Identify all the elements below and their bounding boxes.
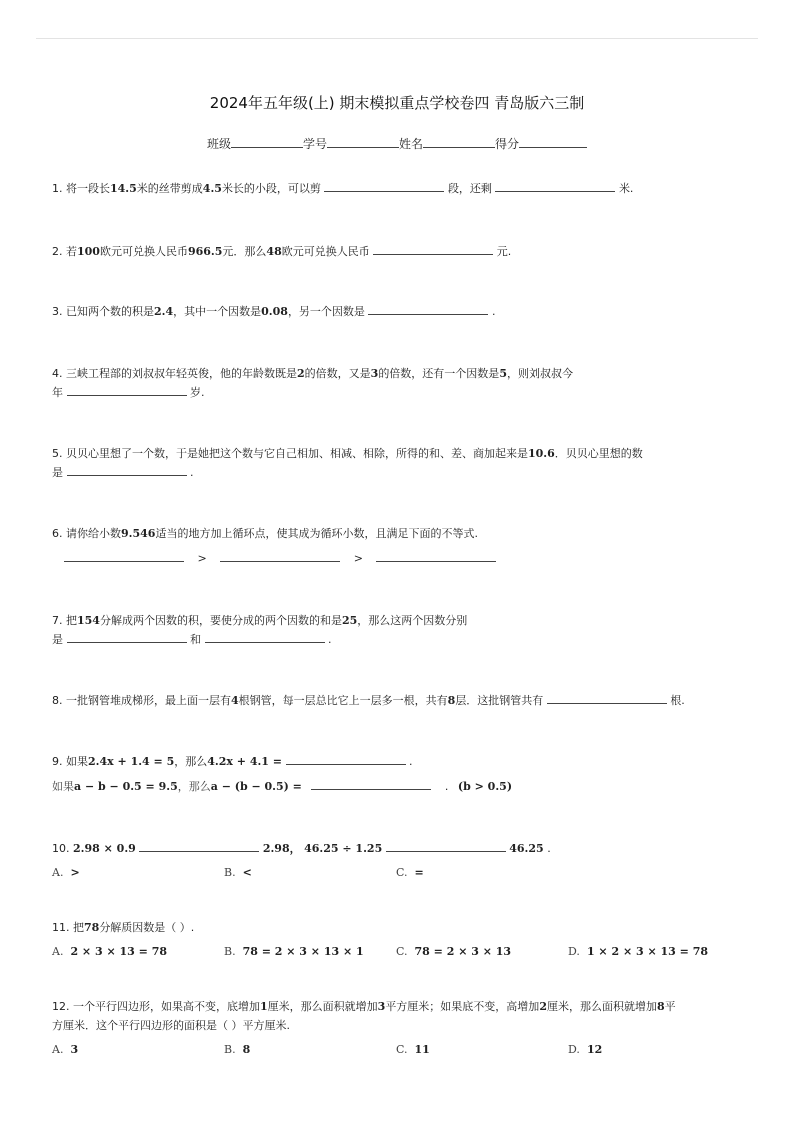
question-7-line-2: 是 和 .	[52, 633, 332, 646]
answer-blank[interactable]	[139, 841, 259, 852]
student-id-label: 学号	[302, 137, 327, 151]
page-title: 2024年五年级(上) 期末模拟重点学校卷四 青岛版六三制	[209, 94, 585, 112]
answer-blank[interactable]	[386, 841, 506, 852]
question-6: 6. 请你给小数9.546适当的地方加上循环点，使其成为循环小数，且满足下面的不等式.	[52, 527, 478, 540]
answer-blank[interactable]	[373, 244, 493, 255]
question-5: 5. 贝贝心里想了一个数，于是她把这个数与它自己相加、相减、相除，所得的和、差、商加起来是10.6．贝贝心里想的数	[52, 447, 643, 460]
question-9-line-2: 如果a − b − 0.5 = 9.5，那么a − (b − 0.5) = . (b > 0.5)	[52, 780, 513, 793]
class-label: 班级	[206, 137, 231, 151]
answer-blank[interactable]	[311, 779, 431, 790]
answer-blank[interactable]	[67, 465, 187, 476]
option-c[interactable]: C. 78 = 2 × 3 × 13	[396, 945, 512, 958]
top-rule	[36, 38, 758, 39]
answer-blank[interactable]	[286, 754, 406, 765]
question-12-line-2: 方厘米．这个平行四边形的面积是（ ）平方厘米.	[52, 1019, 290, 1032]
answer-blank[interactable]	[368, 304, 488, 315]
option-d[interactable]: D. 12	[568, 1043, 603, 1056]
option-b[interactable]: B. <	[224, 866, 252, 879]
score-label: 得分	[495, 137, 520, 151]
name-label: 姓名	[399, 137, 424, 151]
question-8: 8. 一批钢管堆成梯形，最上面一层有4根钢管，每一层总比它上一层多一根，共有8层．这批钢管共有 根.	[52, 694, 685, 707]
score-blank[interactable]	[519, 137, 587, 148]
student-info-row	[0, 135, 794, 152]
question-6-inequality: > >	[64, 551, 496, 565]
class-blank[interactable]	[231, 137, 303, 148]
option-d[interactable]: D. 1 × 2 × 3 × 13 = 78	[568, 945, 709, 958]
name-blank[interactable]	[423, 137, 495, 148]
option-c[interactable]: C. 11	[396, 1043, 430, 1056]
answer-blank[interactable]	[220, 551, 340, 562]
option-b[interactable]: B. 78 = 2 × 3 × 13 × 1	[224, 945, 364, 958]
answer-blank[interactable]	[64, 551, 184, 562]
answer-blank[interactable]	[67, 385, 187, 396]
question-5-line-2: 是 .	[52, 466, 194, 479]
student-id-blank[interactable]	[327, 137, 399, 148]
question-1: 1. 将一段长14.5米的丝带剪成4.5米长的小段，可以剪 段，还剩 米.	[52, 182, 634, 195]
answer-blank[interactable]	[67, 632, 187, 643]
option-a[interactable]: A. >	[52, 866, 80, 879]
option-b[interactable]: B. 8	[224, 1043, 251, 1056]
question-12: 12. 一个平行四边形，如果高不变，底增加1厘米，那么面积就增加3平方厘米；如果底不变，高增加2厘米，那么面积就增加8平	[52, 1000, 676, 1013]
question-4-line-2: 年 岁.	[52, 386, 205, 399]
question-10: 10. 2.98 × 0.9 2.98， 46.25 ÷ 1.25 46.25 .	[52, 842, 551, 855]
option-c[interactable]: C. =	[396, 866, 424, 879]
question-11: 11. 把78分解质因数是（ ）.	[52, 921, 195, 934]
question-7: 7. 把154分解成两个因数的积，要使分成的两个因数的和是25，那么这两个因数分别	[52, 614, 468, 627]
answer-blank[interactable]	[495, 181, 615, 192]
answer-blank[interactable]	[376, 551, 496, 562]
answer-blank[interactable]	[324, 181, 444, 192]
answer-blank[interactable]	[205, 632, 325, 643]
question-4: 4. 三峡工程部的刘叔叔年轻英俊，他的年龄数既是2的倍数，又是3的倍数，还有一个因数是5，则刘叔叔今	[52, 367, 573, 380]
question-3: 3. 已知两个数的积是2.4，其中一个因数是0.08，另一个因数是 .	[52, 305, 496, 318]
answer-blank[interactable]	[547, 693, 667, 704]
option-a[interactable]: A. 2 × 3 × 13 = 78	[52, 945, 168, 958]
option-a[interactable]: A. 3	[52, 1043, 79, 1056]
question-2: 2. 若100欧元可兑换人民币966.5元．那么48欧元可兑换人民币 元.	[52, 245, 512, 258]
question-9: 9. 如果2.4x + 1.4 = 5，那么4.2x + 4.1 = .	[52, 755, 413, 768]
